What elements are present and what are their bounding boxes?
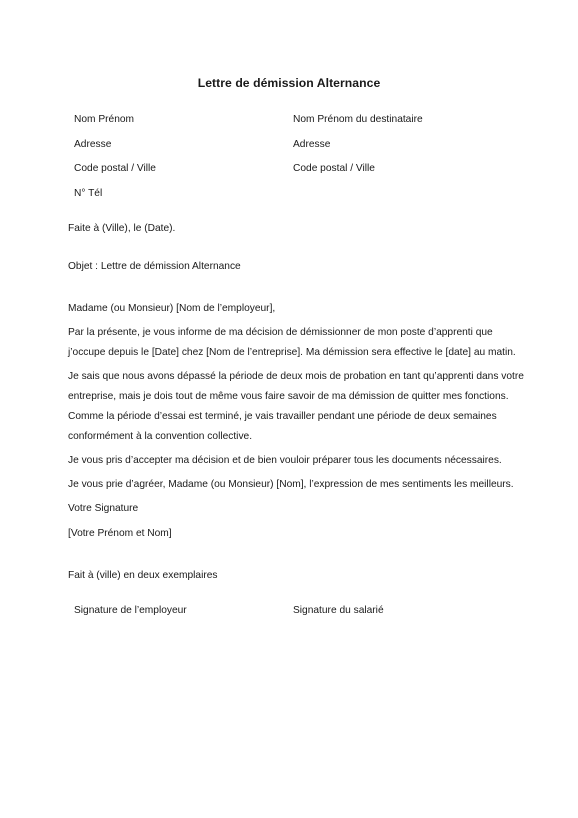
signature-label: Votre Signature <box>68 503 139 514</box>
sender-phone: N° Tél <box>74 188 103 199</box>
body-p2-line2: entreprise, mais je dois tout de même vous faire savoir de ma démission de quitter mes fonctions. <box>68 391 509 402</box>
sender-name: Nom Prénom <box>74 114 135 125</box>
body-p2-line3: Comme la période d’essai est terminé, je vais travailler pendant une période de deux semaines <box>68 411 497 422</box>
sender-city: Code postal / Ville <box>74 163 156 174</box>
body-p3: Je vous pris d’accepter ma décision et de bien vouloir préparer tous les documents nécessaires. <box>68 455 502 466</box>
employee-signature-label: Signature du salarié <box>293 605 384 616</box>
body-p1-line2: j’occupe depuis le [Date] chez [Nom de l’entreprise]. Ma démission sera effective le [date] au matin. <box>68 347 516 358</box>
body-p2-line4: conformément à la convention collective. <box>68 431 253 442</box>
document-title: Lettre de démission Alternance <box>197 76 381 90</box>
body-p1-line1: Par la présente, je vous informe de ma décision de démissionner de mon poste d’apprenti que <box>68 327 493 338</box>
copies-note: Fait à (ville) en deux exemplaires <box>68 570 218 581</box>
recipient-name: Nom Prénom du destinataire <box>293 114 423 125</box>
subject-line: Objet : Lettre de démission Alternance <box>68 261 241 272</box>
place-date: Faite à (Ville), le (Date). <box>68 223 176 234</box>
body-p2-line1: Je sais que nous avons dépassé la période de deux mois de probation en tant qu’apprenti dans votre <box>68 371 524 382</box>
recipient-city: Code postal / Ville <box>293 163 375 174</box>
signature-name: [Votre Prénom et Nom] <box>68 528 172 539</box>
employer-signature-label: Signature de l’employeur <box>74 605 187 616</box>
salutation: Madame (ou Monsieur) [Nom de l’employeur], <box>68 303 276 314</box>
body-p4: Je vous prie d’agréer, Madame (ou Monsieur) [Nom], l’expression de mes sentiments les meilleurs. <box>68 479 514 490</box>
recipient-address: Adresse <box>293 139 331 150</box>
sender-address: Adresse <box>74 139 112 150</box>
